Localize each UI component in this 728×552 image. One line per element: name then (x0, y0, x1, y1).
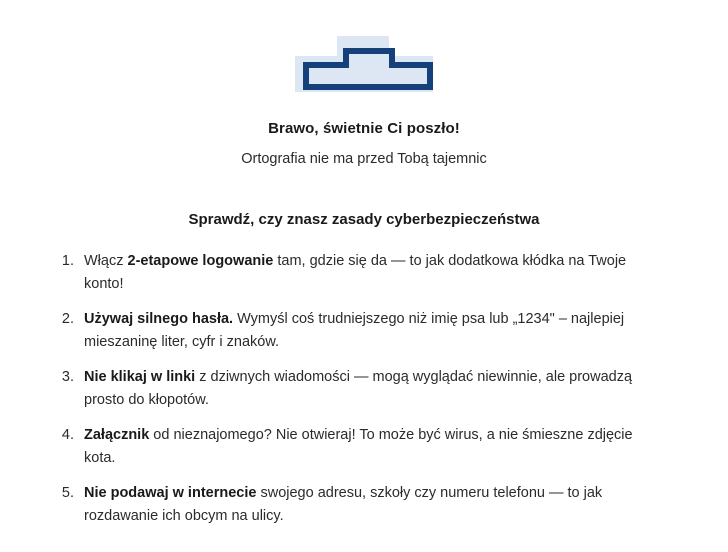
tip-highlight: Załącznik (84, 426, 150, 443)
tip-text-after: swojego adresu, szkoły czy numeru telefonu — to jak rozdawanie ich obcym na ulicy. (84, 484, 603, 525)
list-item (78, 308, 650, 355)
tip-text-before: Włącz (84, 253, 128, 269)
podium-outline-step-left (303, 62, 349, 68)
badge-container (0, 0, 728, 92)
podium-trophy-icon (295, 36, 433, 92)
list-item (78, 482, 650, 529)
tip-highlight: Nie podawaj w internecie (84, 484, 257, 501)
cybersecurity-tips-list (0, 250, 728, 529)
tip-text-after: tam, gdzie się da — to jak dodatkowa kłódka na Twoje konto! (84, 253, 627, 293)
tip-highlight: 2-etapowe logowanie (127, 253, 274, 269)
tip-text-after: od nieznajomego? Nie otwieraj! To może być wirus, a nie śmieszne zdjęcie kota. (84, 426, 633, 467)
list-item (78, 250, 650, 297)
list-item (78, 366, 650, 413)
tip-text-after: z dziwnych wiadomości — mogą wyglądać niewinnie, ale prowadzą prosto do kłopotów. (84, 368, 633, 409)
result-headline: Brawo, świetnie Ci poszło! (268, 120, 460, 137)
podium-outline-top (343, 48, 395, 54)
podium-outline-bottom (303, 84, 433, 90)
tip-text-after: Wymyśl coś trudniejszego niż imię psa lub „1234" – najlepiej mieszaninę liter, cyfr i znaków. (84, 310, 625, 351)
tip-highlight: Używaj silnego hasła. (84, 310, 234, 327)
list-item (78, 424, 650, 471)
tip-highlight: Nie klikaj w linki (84, 368, 196, 385)
section-title: Sprawdź, czy znasz zasady cyberbezpieczeństwa (188, 211, 540, 228)
result-subheadline: Ortografia nie ma przed Tobą tajemnic (241, 151, 487, 167)
